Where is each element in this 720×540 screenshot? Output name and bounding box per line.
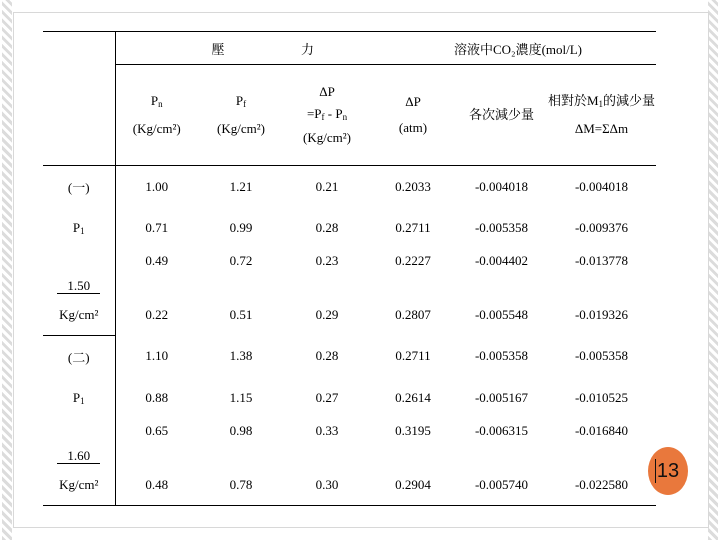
relative-label-start: 相對於M (547, 93, 599, 109)
table-row (43, 166, 656, 208)
cell-sum-dm: -0.004018 (547, 166, 656, 208)
relative-label-end: 的減少量 (603, 93, 656, 109)
page-number-badge (648, 447, 688, 495)
group2-label-unit: Kg/cm² (43, 464, 115, 506)
relative-subscript: 1 (598, 99, 604, 110)
pf-symbol: P (235, 93, 244, 109)
pressure-group-char2: 力 (301, 41, 315, 57)
cell-dp: 0.27 (315, 389, 339, 405)
group1-label-value (43, 248, 115, 294)
table-row (43, 336, 656, 378)
cell-pn: 1.10 (115, 336, 198, 378)
table-row (43, 418, 656, 464)
cell-dp-atm: 0.3195 (395, 423, 431, 438)
cell-dp-atm: 0.2614 (395, 389, 431, 405)
cell-dm: -0.005167 (474, 389, 529, 405)
pn-unit: (Kg/cm²) (132, 120, 181, 136)
cell-dp: 0.28 (315, 348, 339, 364)
dp-kg-label: ΔP (319, 84, 335, 100)
dp-kg-sub-n: n (342, 112, 348, 123)
pressure-group-header (115, 32, 370, 65)
cell-pf: 1.38 (229, 348, 253, 364)
col-header-pf (198, 65, 284, 166)
group2-label-top: (二) (43, 336, 115, 378)
cell-pf: 1.15 (229, 389, 253, 405)
concentration-group-header (370, 32, 656, 65)
header-row-groups (43, 32, 656, 65)
cell-pf: 1.21 (198, 166, 284, 208)
cell-dp: 0.29 (315, 306, 339, 322)
group1-label-top: (一) (43, 166, 115, 208)
header-corner (43, 32, 115, 65)
dp-atm-unit: (atm) (398, 120, 428, 135)
cell-sum-dm: -0.005358 (574, 348, 629, 364)
header-row-columns (43, 65, 656, 166)
col-header-dp-kg (284, 65, 370, 166)
cell-pn: 0.22 (115, 294, 198, 336)
dp-kg-minus: - P (324, 106, 343, 122)
pressure-co2-table (43, 31, 656, 506)
cell-sum-dm: -0.010525 (574, 389, 629, 405)
cell-pn: 0.71 (115, 207, 198, 248)
right-decorative-stripe (708, 0, 718, 540)
cell-dm: -0.005740 (456, 464, 547, 506)
group2-p-subscript: 1 (80, 395, 85, 406)
pf-subscript: f (243, 99, 247, 110)
cell-sum-dm: -0.016840 (574, 423, 629, 438)
cell-dm: -0.006315 (474, 423, 529, 438)
table-row (43, 248, 656, 294)
dp-kg-unit: (Kg/cm²) (303, 129, 351, 145)
cell-dp: 0.30 (284, 464, 370, 506)
relative-formula: ΔM=ΣΔm (574, 120, 629, 136)
cell-sum-dm: -0.009376 (574, 219, 629, 235)
group2-p-symbol: P (72, 389, 81, 405)
cell-pn: 0.88 (115, 377, 198, 418)
dp-kg-eq: =P (306, 106, 322, 122)
table-row (43, 207, 656, 248)
cell-pn: 0.49 (115, 248, 198, 294)
cell-dp: 0.23 (315, 253, 339, 268)
cell-dp-atm: 0.2227 (395, 253, 431, 268)
page-number: 13 (656, 459, 680, 482)
group1-label-p (43, 207, 115, 248)
group2-label-p (43, 377, 115, 418)
group1-p-subscript: 1 (80, 225, 85, 236)
group1-value: 1.50 (57, 278, 100, 294)
header-blank (43, 65, 115, 166)
cell-dp-atm: 0.2904 (370, 464, 456, 506)
dp-kg-sub-f: f (321, 112, 325, 123)
cell-dp: 0.21 (284, 166, 370, 208)
cell-dp: 0.33 (315, 423, 339, 438)
left-decorative-stripe (2, 0, 12, 540)
cell-pf: 0.72 (229, 253, 253, 268)
cell-pf: 0.99 (229, 219, 253, 235)
pressure-group-char1: 壓 (211, 41, 225, 57)
cell-dp: 0.28 (315, 219, 339, 235)
cell-pn: 0.65 (115, 418, 198, 464)
col-header-relative-decrease (547, 65, 656, 166)
each-decrease-label: 各次減少量 (468, 106, 534, 122)
cell-sum-dm: -0.013778 (574, 253, 629, 268)
cell-dm: -0.005358 (474, 219, 529, 235)
cell-sum-dm: -0.022580 (547, 464, 656, 506)
col-header-dp-atm (370, 65, 456, 166)
group1-label-unit: Kg/cm² (59, 306, 99, 322)
cell-pf: 0.98 (229, 423, 253, 438)
cell-dm: -0.004402 (474, 253, 529, 268)
pn-subscript: n (158, 99, 163, 110)
cell-sum-dm: -0.019326 (574, 306, 629, 322)
cell-pf: 0.78 (198, 464, 284, 506)
table-row (43, 464, 656, 506)
col-header-each-decrease (456, 65, 547, 166)
pn-symbol: P (150, 93, 159, 109)
cell-dp-atm: 0.2033 (370, 166, 456, 208)
group1-p-symbol: P (72, 219, 81, 235)
table-row (43, 294, 656, 336)
table-row (43, 377, 656, 418)
cell-pn: 1.00 (115, 166, 198, 208)
col-header-pn (115, 65, 198, 166)
cell-dm: -0.005548 (474, 306, 529, 322)
dp-atm-label: ΔP (405, 93, 421, 109)
cell-pf: 0.51 (229, 306, 253, 322)
cell-dm: -0.005358 (474, 348, 529, 364)
cell-dp-atm: 0.2807 (395, 306, 431, 322)
cell-dm: -0.004018 (456, 166, 547, 208)
cell-pn: 0.48 (115, 464, 198, 506)
pf-unit: (Kg/cm²) (217, 120, 265, 136)
concentration-group-label: 溶液中CO₂濃度(mol/L) (453, 41, 583, 57)
cell-dp-atm: 0.2711 (395, 219, 431, 235)
group2-value: 1.60 (57, 448, 100, 464)
cell-dp-atm: 0.2711 (395, 348, 431, 364)
group2-label-value (43, 418, 115, 464)
